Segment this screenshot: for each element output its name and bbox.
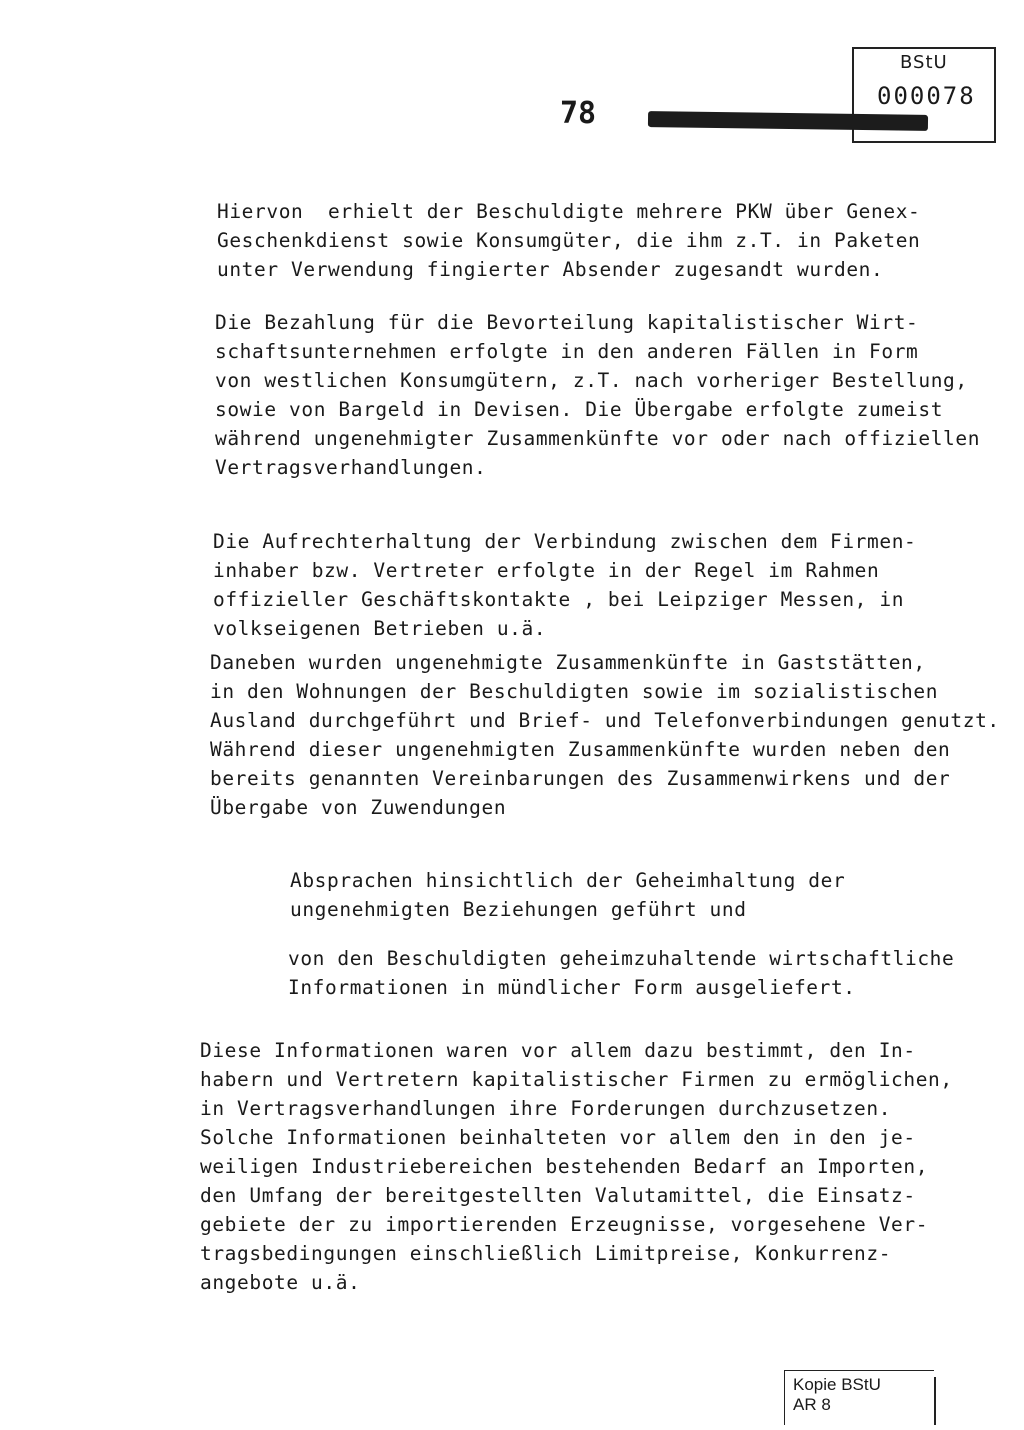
paragraph-2: Die Bezahlung für die Bevorteilung kapitalistischer Wirt- schaftsunternehmen erfolgte in den anderen Fällen in Form von westlichen Konsumgütern, z.T. nach vorheriger Bestellung, sowie von Bargeld in Devisen. Die Übergabe erfolgte zumeist während ungenehmigter Zusammenkünfte vor oder nach offiziellen Vertragsverhandlungen. <box>215 311 981 479</box>
paragraph-1: Hiervon erhielt der Beschuldigte mehrere PKW über Genex- Geschenkdienst sowie Konsumgüter, die ihm z.T. in Paketen unter Verwendung fingierter Absender zugesandt wurden. <box>217 200 921 281</box>
page-number: 78 <box>560 96 597 131</box>
indented-item-2: von den Beschuldigten geheimzuhaltende wirtschaftliche Informationen in mündlicher Form ausgeliefert. <box>288 947 955 999</box>
copy-stamp-line-1: Kopie BStU <box>793 1375 881 1394</box>
archive-stamp-number: 000078 <box>877 82 976 110</box>
redaction-bar <box>648 111 928 131</box>
copy-stamp-edge <box>934 1377 936 1425</box>
paragraph-4: Daneben wurden ungenehmigte Zusammenkünfte in Gaststätten, in den Wohnungen der Beschuldigten sowie im sozialistischen Ausland durchgeführt und Brief- und Telefonverbindungen genutzt. Während dieser ungenehmigten Zusammenkünfte wurden neben den bereits genannten Vereinbarungen des Zusammenwirkens und der Übergabe von Zuwendungen <box>210 651 1000 819</box>
archive-stamp-label: BStU <box>900 52 948 73</box>
paragraph-5: Diese Informationen waren vor allem dazu bestimmt, den In- habern und Vertretern kapitalistischer Firmen zu ermöglichen, in Vertragsverhandlungen ihre Forderungen durchzusetzen. Solche Informationen beinhalteten vor allem den in den je- weiligen Industriebereichen bestehenden Bedarf an Importen, den Umfang der bereitgestellten Valutamittel, die Einsatz- gebiete der zu importierenden Erzeugnisse, vorgesehene Ver- tragsbedingungen einschließlich Limitpreise, Konkurrenz- angebote u.ä. <box>200 1039 953 1294</box>
copy-stamp-line-2: AR 8 <box>793 1395 831 1414</box>
paragraph-3: Die Aufrechterhaltung der Verbindung zwischen dem Firmen- inhaber bzw. Vertreter erfolgte in der Regel im Rahmen offizieller Geschäftskontakte , bei Leipziger Messen, in volkseigenen Betrieben u.ä. <box>213 530 917 640</box>
indented-item-1: Absprachen hinsichtlich der Geheimhaltung der ungenehmigten Beziehungen geführt und <box>290 869 846 921</box>
copy-stamp <box>784 1370 934 1425</box>
